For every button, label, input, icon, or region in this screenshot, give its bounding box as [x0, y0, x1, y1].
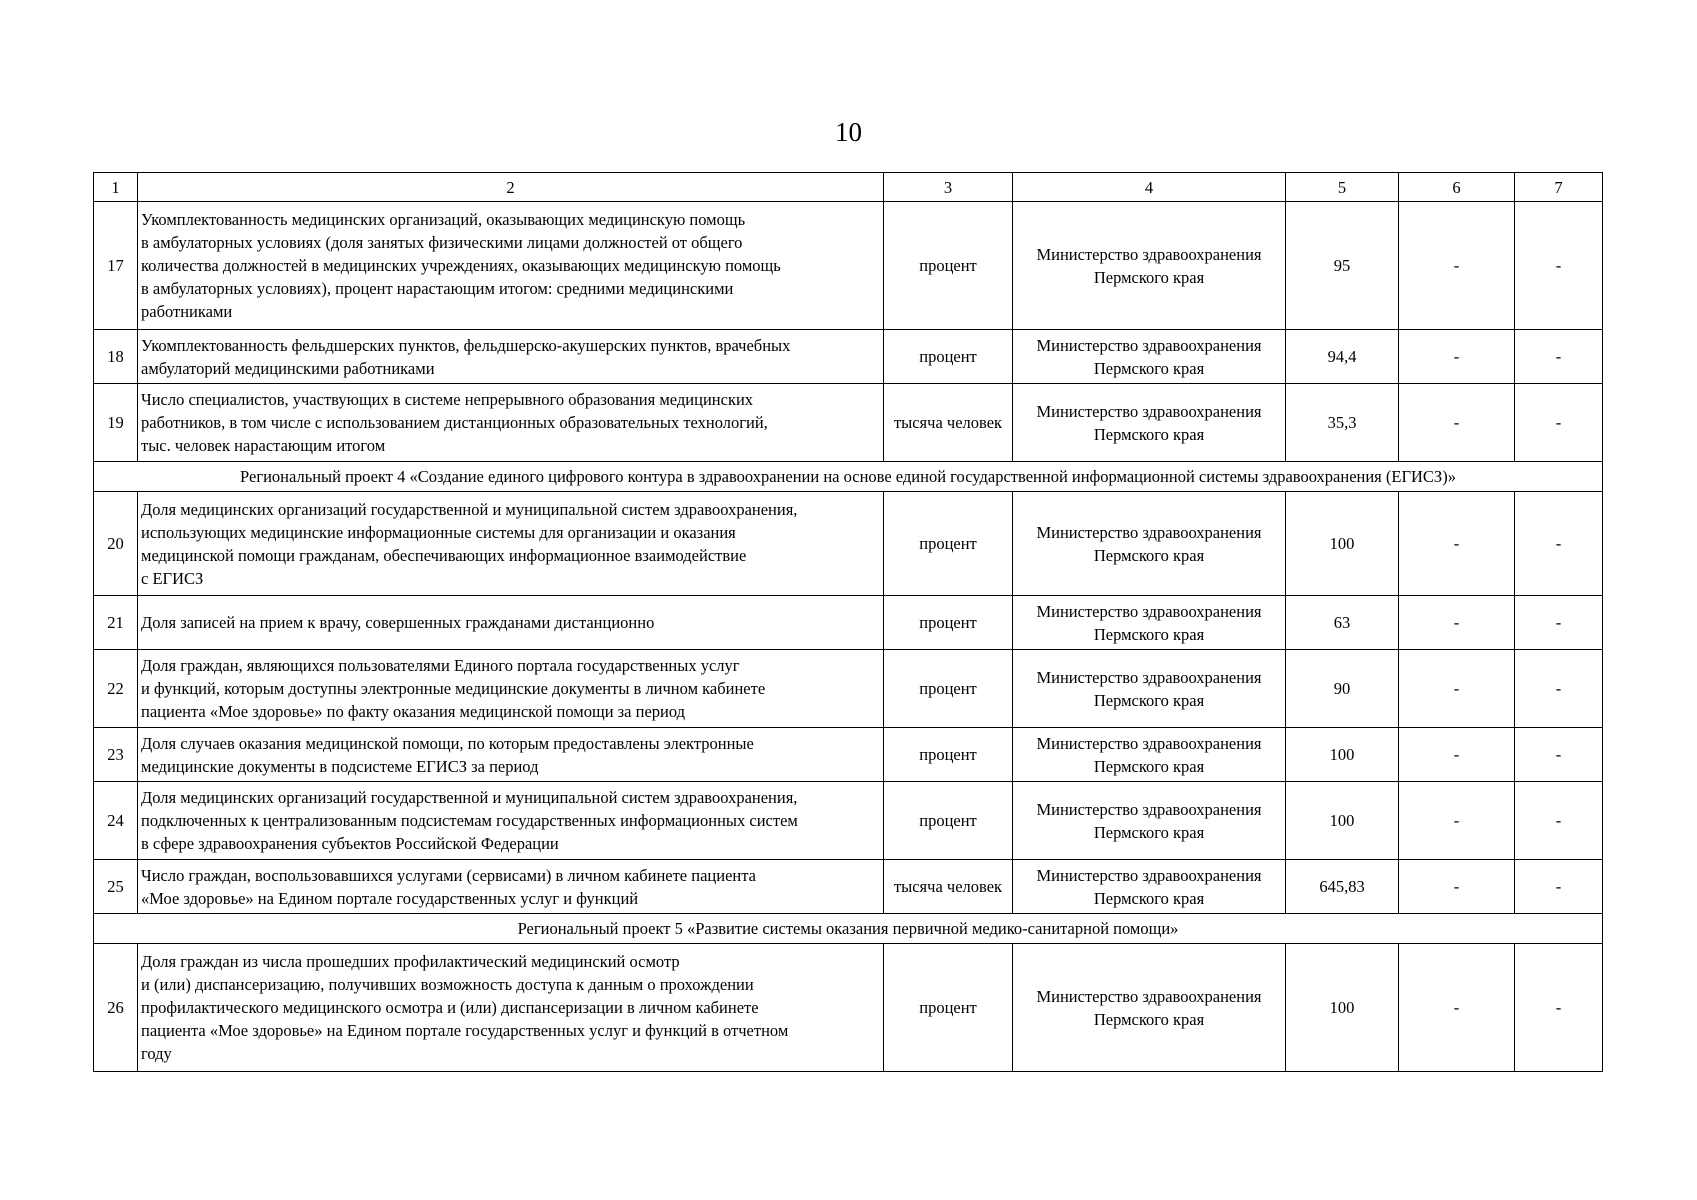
unit-cell: тысяча человек [884, 384, 1013, 462]
indicator-description: Укомплектованность медицинских организаций, оказывающих медицинскую помощь в амбулаторных условиях (доля занятых физическими лицами должностей от общего количества должностей в медицинских учреждениях, оказывающих медицинскую помощь в амбулаторных условиях), процент нарастающим итогом: средними медицинскими работниками [138, 202, 884, 330]
section-row [94, 462, 1603, 492]
value-col6: - [1399, 384, 1515, 462]
header-cell: 3 [884, 173, 1013, 202]
table-row [94, 596, 1603, 650]
section-row [94, 914, 1603, 944]
table-row [94, 202, 1603, 330]
target-value: 100 [1286, 944, 1399, 1072]
responsible-org [1013, 728, 1286, 782]
indicator-description: Число граждан, воспользовавшихся услугами (сервисами) в личном кабинете пациента «Мое здоровье» на Едином портале государственных услуг и функций [138, 860, 884, 914]
unit-cell: процент [884, 596, 1013, 650]
org-line: Министерство здравоохранения [1036, 335, 1262, 355]
org-line: Министерство здравоохранения [1036, 865, 1262, 885]
unit-cell: процент [884, 202, 1013, 330]
row-number: 17 [94, 202, 138, 330]
row-number: 19 [94, 384, 138, 462]
value-col7: - [1515, 330, 1603, 384]
org-line: Пермского края [1093, 690, 1205, 710]
indicator-description: Число специалистов, участвующих в системе непрерывного образования медицинских работников, в том числе с использованием дистанционных образовательных технологий, тыс. человек нарастающим итогом [138, 384, 884, 462]
unit-cell: процент [884, 330, 1013, 384]
target-value: 35,3 [1286, 384, 1399, 462]
org-line: Министерство здравоохранения [1036, 733, 1262, 753]
target-value: 94,4 [1286, 330, 1399, 384]
table-row [94, 728, 1603, 782]
value-col7: - [1515, 728, 1603, 782]
table-body [94, 173, 1603, 1072]
value-col7: - [1515, 384, 1603, 462]
header-cell: 7 [1515, 173, 1603, 202]
org-line: Министерство здравоохранения [1036, 667, 1262, 687]
row-number: 25 [94, 860, 138, 914]
value-col7: - [1515, 492, 1603, 596]
responsible-org [1013, 860, 1286, 914]
value-col6: - [1399, 782, 1515, 860]
org-line: Министерство здравоохранения [1036, 601, 1262, 621]
indicator-description: Доля медицинских организаций государственной и муниципальной систем здравоохранения, подключенных к централизованным подсистемам государственных информационных систем в сфере здравоохранения субъектов Российской Федерации [138, 782, 884, 860]
target-value: 95 [1286, 202, 1399, 330]
responsible-org [1013, 202, 1286, 330]
unit-cell: процент [884, 782, 1013, 860]
table-row [94, 944, 1603, 1072]
table-row [94, 492, 1603, 596]
row-number: 24 [94, 782, 138, 860]
row-number: 20 [94, 492, 138, 596]
value-col7: - [1515, 782, 1603, 860]
org-line: Пермского края [1093, 267, 1205, 287]
table-row [94, 650, 1603, 728]
indicator-description: Доля медицинских организаций государственной и муниципальной систем здравоохранения, использующих медицинские информационные системы для организации и оказания медицинской помощи гражданам, обеспечивающих информационное взаимодействие с ЕГИСЗ [138, 492, 884, 596]
org-line: Пермского края [1093, 358, 1205, 378]
target-value: 100 [1286, 492, 1399, 596]
org-line: Пермского края [1093, 624, 1205, 644]
target-value: 645,83 [1286, 860, 1399, 914]
org-line: Министерство здравоохранения [1036, 799, 1262, 819]
value-col7: - [1515, 596, 1603, 650]
value-col6: - [1399, 202, 1515, 330]
row-number: 21 [94, 596, 138, 650]
org-line: Министерство здравоохранения [1036, 522, 1262, 542]
row-number: 23 [94, 728, 138, 782]
table-row [94, 330, 1603, 384]
unit-cell: процент [884, 492, 1013, 596]
indicator-description: Укомплектованность фельдшерских пунктов, фельдшерско-акушерских пунктов, врачебных амбулаторий медицинскими работниками [138, 330, 884, 384]
value-col6: - [1399, 492, 1515, 596]
row-number: 18 [94, 330, 138, 384]
value-col7: - [1515, 944, 1603, 1072]
target-value: 100 [1286, 728, 1399, 782]
target-value: 63 [1286, 596, 1399, 650]
value-col6: - [1399, 596, 1515, 650]
table-row [94, 860, 1603, 914]
responsible-org [1013, 782, 1286, 860]
table-row [94, 782, 1603, 860]
value-col7: - [1515, 202, 1603, 330]
unit-cell: процент [884, 944, 1013, 1072]
indicators-table [93, 172, 1603, 1072]
value-col6: - [1399, 860, 1515, 914]
org-line: Министерство здравоохранения [1036, 986, 1262, 1006]
responsible-org [1013, 384, 1286, 462]
indicator-description: Доля записей на прием к врачу, совершенных гражданами дистанционно [138, 596, 884, 650]
target-value: 100 [1286, 782, 1399, 860]
header-cell: 1 [94, 173, 138, 202]
responsible-org [1013, 944, 1286, 1072]
section-title: Региональный проект 5 «Развитие системы оказания первичной медико-санитарной помощи» [94, 914, 1603, 944]
header-cell: 2 [138, 173, 884, 202]
value-col7: - [1515, 860, 1603, 914]
indicator-description: Доля случаев оказания медицинской помощи, по которым предоставлены электронные медицинские документы в подсистеме ЕГИСЗ за период [138, 728, 884, 782]
org-line: Пермского края [1093, 1009, 1205, 1029]
org-line: Министерство здравоохранения [1036, 401, 1262, 421]
org-line: Пермского края [1093, 545, 1205, 565]
org-line: Министерство здравоохранения [1036, 244, 1262, 264]
org-line: Пермского края [1093, 888, 1205, 908]
section-title: Региональный проект 4 «Создание единого цифрового контура в здравоохранении на основе единой государственной информационной системы здравоохранения (ЕГИСЗ)» [94, 462, 1603, 492]
unit-cell: процент [884, 728, 1013, 782]
value-col7: - [1515, 650, 1603, 728]
value-col6: - [1399, 330, 1515, 384]
target-value: 90 [1286, 650, 1399, 728]
table-header-row [94, 173, 1603, 202]
org-line: Пермского края [1093, 756, 1205, 776]
page-number: 10 [835, 117, 862, 147]
row-number: 22 [94, 650, 138, 728]
org-line: Пермского края [1093, 822, 1205, 842]
value-col6: - [1399, 944, 1515, 1072]
value-col6: - [1399, 728, 1515, 782]
indicator-description: Доля граждан из числа прошедших профилактический медицинский осмотр и (или) диспансеризацию, получивших возможность доступа к данным о прохождении профилактического медицинского осмотра и (или) диспансеризации в личном кабинете пациента «Мое здоровье» на Едином портале государственных услуг и функций в отчетном году [138, 944, 884, 1072]
unit-cell: тысяча человек [884, 860, 1013, 914]
responsible-org [1013, 492, 1286, 596]
value-col6: - [1399, 650, 1515, 728]
indicator-description: Доля граждан, являющихся пользователями Единого портала государственных услуг и функций, которым доступны электронные медицинские документы в личном кабинете пациента «Мое здоровье» по факту оказания медицинской помощи за период [138, 650, 884, 728]
header-cell: 5 [1286, 173, 1399, 202]
row-number: 26 [94, 944, 138, 1072]
org-line: Пермского края [1093, 424, 1205, 444]
responsible-org [1013, 650, 1286, 728]
header-cell: 6 [1399, 173, 1515, 202]
responsible-org [1013, 330, 1286, 384]
unit-cell: процент [884, 650, 1013, 728]
table-row [94, 384, 1603, 462]
header-cell: 4 [1013, 173, 1286, 202]
responsible-org [1013, 596, 1286, 650]
